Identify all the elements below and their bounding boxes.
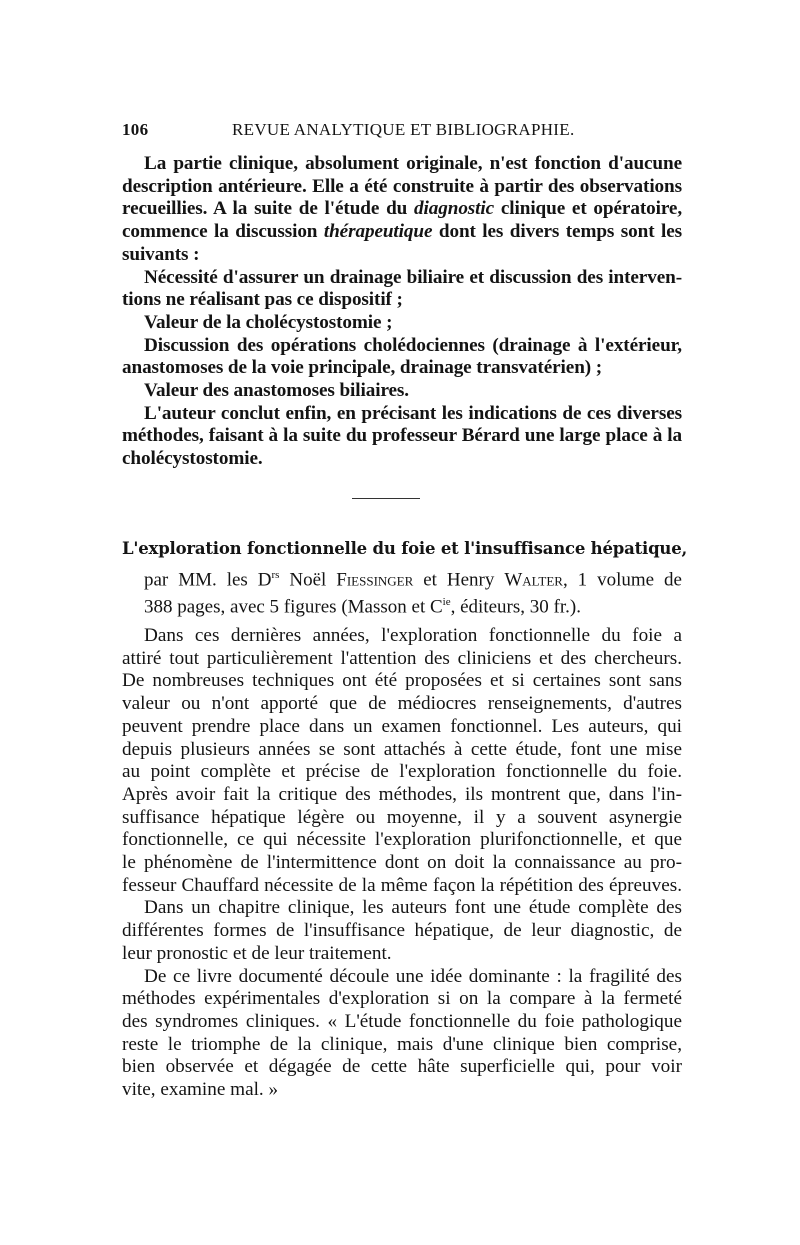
text-line: cholécystostomie. bbox=[122, 448, 263, 470]
byline-line: par MM. les $D^{rs}$ Noël Fiessinger et Henry Walter, 1 volume de bbox=[144, 569, 682, 591]
text-line: suffisance hépatique légère ou moyenne, il y a souvent asynergie bbox=[122, 806, 682, 828]
text-line: Dans ces dernières années, l'exploration fonctionnelle du foie a bbox=[144, 625, 682, 646]
author-name: Walter bbox=[504, 569, 563, 591]
review-byline bbox=[144, 564, 682, 619]
text-line: le phénomène de l'intermittence dont on doit la connaissance au pro- bbox=[122, 852, 682, 874]
byline-line: 388 pages, avec 5 figures (Masson et $C^{ie}$, éditeurs, 30 fr.). bbox=[144, 596, 581, 618]
text-line: Dans un chapitre clinique, les auteurs font une étude complète des bbox=[144, 897, 682, 919]
author-name: Fiessinger bbox=[336, 569, 414, 591]
text-line: Après avoir fait la critique des méthodes, ils montrent que, dans l'in- bbox=[122, 783, 682, 805]
text-line: La partie clinique, absolument originale, n'est fonction d'aucune bbox=[144, 153, 682, 174]
review-heading: L'exploration fonctionnelle du foie et l'insuffisance hépatique, bbox=[122, 539, 688, 558]
section-divider bbox=[352, 498, 420, 499]
text-line: L'auteur conclut enfin, en précisant les indications de ces diverses bbox=[144, 402, 682, 424]
text-line: reste le triomphe de la clinique, mais d'une clinique bien comprise, bbox=[122, 1033, 682, 1055]
emphasis: thérapeutique bbox=[323, 221, 433, 243]
text-line: De ce livre documenté découle une idée dominante : la fragilité des bbox=[144, 965, 682, 987]
text-line: De nombreuses techniques ont été proposées et si certaines sont sans bbox=[122, 670, 682, 692]
text-line: Discussion des opérations cholédociennes (drainage à l'extérieur, bbox=[144, 334, 682, 356]
text-line: recueillies. A la suite de l'étude du diagnostic clinique et opératoire, bbox=[122, 198, 683, 220]
text-line: Valeur des anastomoses biliaires. bbox=[144, 380, 409, 402]
text-line: leur pronostic et de leur traitement. bbox=[122, 942, 392, 964]
text-line: valeur ou n'ont apporté que de médiocres renseignements, d'autres bbox=[122, 693, 682, 715]
running-title: REVUE ANALYTIQUE ET BIBLIOGRAPHIE. bbox=[232, 120, 575, 139]
text-line: vite, examine mal. » bbox=[122, 1079, 279, 1101]
text-line: commence la discussion thérapeutique dont les divers temps sont les bbox=[122, 221, 682, 243]
text-line: attiré tout particulièrement l'attention des cliniciens et des chercheurs. bbox=[122, 647, 682, 669]
text-line: différentes formes de l'insuffisance hépatique, de leur diagnostic, de bbox=[122, 920, 682, 942]
text-line: peuvent prendre place dans un examen fonctionnel. Les auteurs, qui bbox=[122, 715, 682, 737]
text-line: des syndromes cliniques. « L'étude fonctionnelle du foie pathologique bbox=[122, 1010, 682, 1032]
text-line: depuis plusieurs années se sont attachés à cette étude, font une mise bbox=[122, 738, 682, 760]
text-line: fonctionnelle, ce qui nécessite l'exploration plurifonctionnelle, et que bbox=[122, 829, 682, 851]
text-line: méthodes, faisant à la suite du professeur Bérard une large place à la bbox=[122, 425, 682, 447]
text-line: suivants : bbox=[122, 243, 200, 265]
text-line: Nécessité d'assurer un drainage biliaire et discussion des interven- bbox=[144, 266, 682, 288]
page-number: 106 bbox=[122, 120, 149, 139]
text-line: méthodes expérimentales d'exploration si on la compare à la fermeté bbox=[122, 988, 682, 1010]
text-line: tions ne réalisant pas ce dispositif ; bbox=[122, 289, 403, 311]
text-line: description antérieure. Elle a été construite à partir des observations bbox=[122, 175, 682, 197]
running-head bbox=[122, 120, 682, 142]
text-line: Valeur de la cholécystostomie ; bbox=[144, 311, 393, 333]
review-body bbox=[122, 625, 682, 1102]
text-line: fesseur Chauffard nécessite de la même façon la répétition des épreuves. bbox=[122, 874, 682, 896]
text-line: bien observée et dégagée de cette hâte superficielle qui, pour voir bbox=[122, 1056, 682, 1078]
intro-paragraphs bbox=[122, 153, 682, 471]
text-line: au point complète et précise de l'exploration fonctionnelle du foie. bbox=[122, 761, 682, 783]
emphasis: diagnostic bbox=[414, 198, 495, 220]
text-line: anastomoses de la voie principale, drainage transvatérien) ; bbox=[122, 357, 603, 379]
